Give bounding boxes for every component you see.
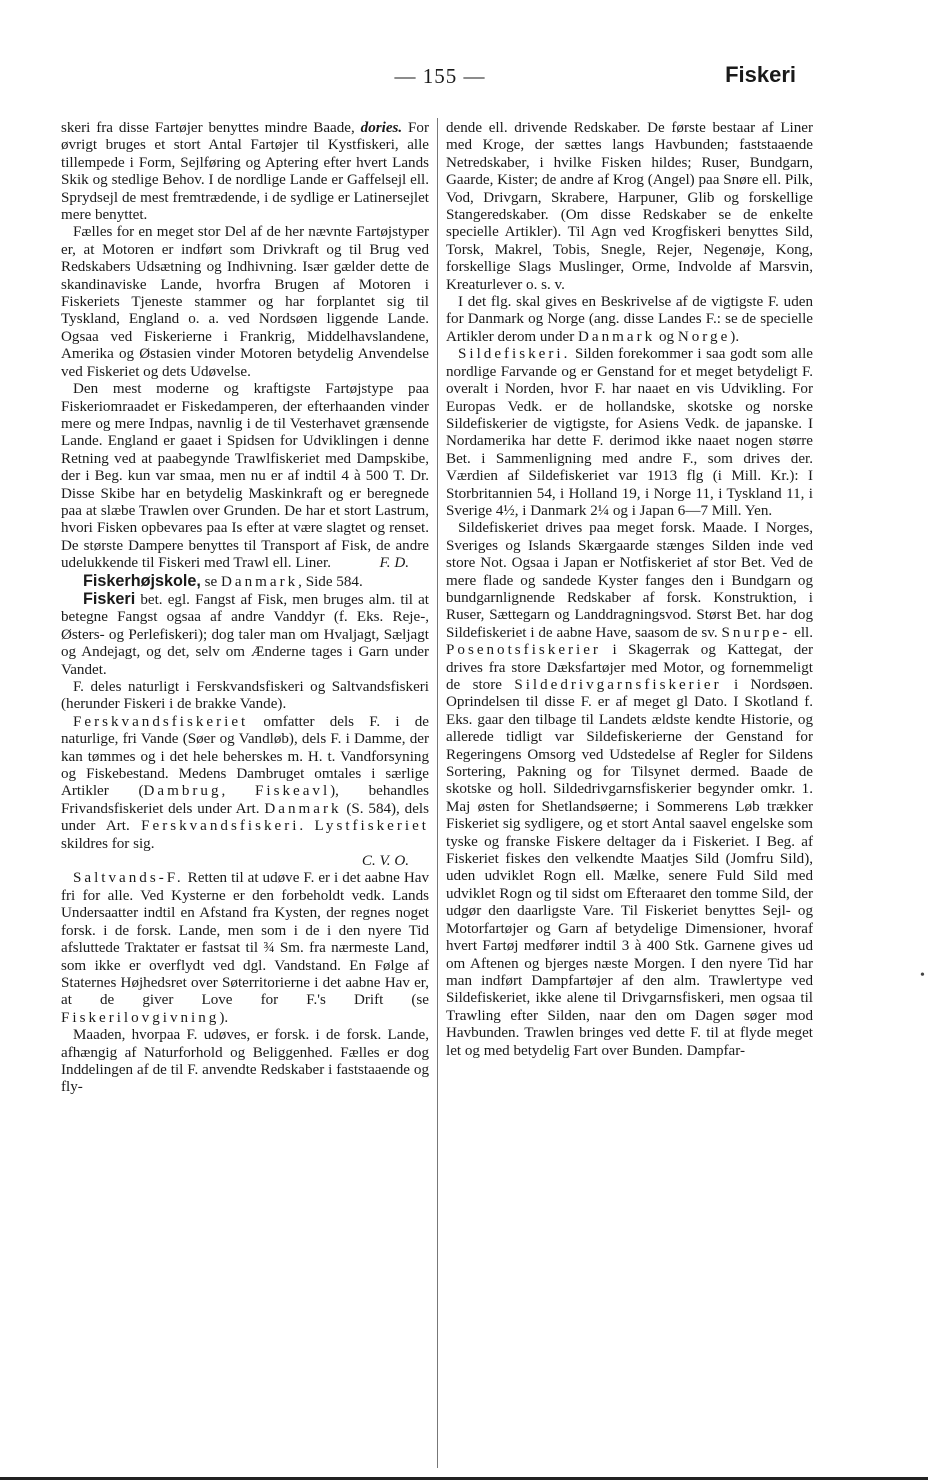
text-run: skildres for sig. — [61, 835, 155, 852]
entry-fiskerhojskole — [61, 573, 429, 591]
entry-lemma: Fiskeri — [83, 589, 136, 608]
text-run: . — [299, 818, 315, 835]
right-column — [446, 120, 813, 1060]
margin-mark: • — [920, 968, 925, 983]
text-run: (S. 584), dels under Art. — [61, 800, 429, 835]
text-run: ell. — [790, 624, 813, 641]
paragraph: dende ell. drivende Redskaber. De første bestaar af Liner med Kroge, der sættes langs Havbunden; faststaaende Netredskaber, i hvilke Fisken hildes; Ruser, Bundgarn, Gaarde, Kister; de andre af Krog (Angel) paa Snøre ell. Pilk, Vod, Drivgarn, Skrabere, Harpuner, Glib og forskellige Stangeredskaber. (Om disse Redskaber se de enkelte specielle Artikler). Til Agn ved Krogfiskeri benyttes Sild, Torsk, Makrel, Tobis, Snegle, Rejer, Negenøje, Kong, forskellige Slags Muslinger, Orme, Indvolde af Marsvin, Kreaturlever o. s. v. — [446, 120, 813, 293]
paragraph — [61, 381, 429, 572]
paragraph: Fælles for en meget stor Del af de her nævnte Fartøjstyper er, at Motoren er indført som Drivkraft og til Brug ved Redskabers Udsætning og Indhivning. Især gælder dette de skandinaviske Lande, hvorfra Brugen af Motoren i Fiskeriets Tjeneste stammer og har forplantet sig til Tyskland, England o. a. ved Nordsøen liggende Lande. Ogsaa ved Fiskerierne i Frankrig, Middelhavslandene, Amerika og Østasien vinder Motoren betydelig Anvendelse ved Fiskeriet og dets Udøvelse. — [61, 224, 429, 380]
author-signature: C. V. O. — [361, 853, 409, 870]
text-run: omfatter dels F. i de naturlige, fri Vande (Søer og Vandløb), dels F. i Damme, der kan tømmes og i det hele beherskes m. H. t. Vandforsyning og Fiskebestand. Medens Dambruget omtales i særlige Artikler ( — [61, 713, 429, 800]
cross-reference: Ferskvandsfiskeri — [141, 818, 300, 835]
cross-reference: Danmark — [264, 800, 342, 817]
spaced-term: Ferskvandsfiskeriet — [73, 713, 249, 730]
scan-bottom-edge — [0, 1477, 928, 1480]
spaced-term: Posenotsfiskerier — [446, 642, 601, 659]
cross-reference: Norge — [677, 328, 731, 345]
text-run: Silden forekommer i saa godt som alle nordlige Farvande og er Genstand for et meget betydeligt F. overalt i Norden, hvor F. har naaet en vis Udvikling. For Europas Vedk. er de hollandske, skotske og norske Sildefiskerier de vigtigste, for Asiens Vedk. de japanske. I Nordamerika har dette F. derimod ikke naaet nogen større Bet. i Sammenligning med andre F., som drives der. Værdien af Sildefiskeriet var 1913 flg (i Mill. Kr.): I Storbritannien 54, i Holland 19, i Norge 11, i Tyskland 11, i Sverige 4½, i Danmark 2¼ og i Japan 6—7 Mill. Yen. — [446, 346, 813, 519]
text-run: For øvrigt bruges et stort Antal Fartøjer til Kystfiskeri, alle tillempede i Form, Sejlføring og Aptering efter hvert Lands Skik og stedlige Behov. I de nordlige Lande er Gaffelsejl ell. Sprydsejl de mest fremtrædende, i de sydlige er Latinersejlet mere benyttet. — [61, 120, 430, 224]
cross-reference: Danmark — [220, 573, 299, 590]
text-run: i Nordsøen. Oprindelsen til disse F. er af meget gl Dato. I Skotland f. Eks. gaar den tilbage til Landets ældste kendte Historie, og allerede tidligt var Sildefiskerierne der Genstand for Regeringens Omsorg ved Udstedelse af Regler for Sildens Sortering, Pakning og for Tilsynet dermed. Baade de skotske og holl. Sildedrivgarnsfiskerier begynder omkr. 1. Maj østen for Shetlandsøerne; i Sommerens Løb trækker Fiskeriet sig sydligere, og et stort Antal saavel engelske som tyske og franske Fiskere deltager da i Fiskeriet. I Beg. af Fiskeriet fiskes den velkendte Maatjes Sild (Jomfru Sild), uden udviklet Rogn ell. Mælke, senere Fuld Sild med udviklet Rogn og til sidst om Efteraaret den tomme Sild, der udgør den daarligste Vare. Til Fiskeriet benyttes Sejl- og Motorfartøjer og Garn af betydelige Dimensioner, hvoraf hvert Fartøj medfører indtil 3 à 400 Stk. Garnene gives ud om Aftenen og bjerges næste Morgen. I den nyere Tid har man indført Dampfartøjer af den alm. Trawlertype ved Sildefiskeriet, ikke alene til Drivgarnsfiskeri, men ogsaa til Trawling efter Silden, naar den om Dagen søger mod Havbunden. Trawlen bringes ved dette F. til at flyde meget let og med betydelig Fart over Bunden. Dampfar- — [446, 677, 814, 1059]
text-run: Retten til at udøve F. er i det aabne Hav fri for alle. Ved Kysterne er den forbeholdt vedk. Lands Undersaatter indtil en Afstand fra Kysten, der regnes noget forsk. i de forsk. Lande, men som i de i den nyere Tid afsluttede Traktater er fastsat til ¾ Sm. fra nærmeste Land, som ikke er overflydt ved dgl. Vandstand. En Følge af Staternes Højhedsret over Søterritorierne i det aabne Hav er, at de giver Love for F.'s Drift (se — [61, 870, 429, 1009]
text-run: i Skagerrak og Kattegat, der drives fra store Dæksfartøjer med Motor, og fornemmeligt de store — [446, 642, 813, 693]
text-run: bet. egl. Fangst af Fisk, men bruges alm. til at betegne Fangst ogsaa af andre Vanddyr (f. Eks. Reje-, Østers- og Perlefiskeri); dog taler man om Hvaljagt, Sæljagt og Andejagt, og det, selv om Ænderne tages i Garn under Vandet. — [61, 591, 429, 678]
spaced-term: Saltvands-F. — [73, 870, 184, 887]
paragraph: F. deles naturligt i Ferskvandsfiskeri og Saltvandsfiskeri (herunder Fiskeri i de brakke Vande). — [61, 679, 429, 713]
text-run: og — [655, 328, 678, 345]
paragraph — [446, 294, 813, 346]
running-head: Fiskeri — [725, 62, 796, 87]
column-divider — [437, 118, 438, 1468]
text-run: , Side 584. — [298, 573, 363, 590]
entry-lemma: Fiskerhøjskole, — [83, 571, 201, 590]
spaced-term: Lystfiskeriet — [314, 818, 429, 835]
text-run: I det flg. skal gives en Beskrivelse af de vigtigste F. uden for Danmark og Norge (ang. disse Landes F.: se de specielle Artikler derom under — [446, 294, 813, 345]
paragraph — [61, 120, 429, 224]
page-number: — 155 — — [394, 64, 486, 88]
paragraph — [61, 870, 429, 1027]
cross-reference: Dambrug — [143, 783, 222, 800]
paragraph — [446, 346, 813, 520]
left-column — [61, 120, 429, 1097]
cross-reference: Fiskerilovgivning — [61, 1009, 220, 1026]
paragraph — [446, 520, 813, 1060]
text-run: se — [200, 573, 221, 590]
text-run: Sildefiskeriet drives paa meget forsk. Maade. I Norges, Sveriges og Islands Skærgaarde stænges Silden inde ved store Not. Ogsaa i Japan er Notfiskeriet af stor Bet. Ved de mere flade og sandede Kyster fanges den i Bundgarn og bundgarnlignende Redskaber af forsk. Konstruktion, i Ruser, Sættegarn og Landdragningsvod. Størst Bet. har dog Sildefiskeriet i de aabne Have, saasom de sv. — [446, 520, 813, 641]
entry-fiskeri — [61, 591, 429, 679]
paragraph — [61, 714, 429, 871]
text-run: Den mest moderne og kraftigste Fartøjstype paa Fiskeriomraadet er Fiskedamperen, der efterhaanden vinder mere og mere Indpas, navnlig i de til Vesterhavet grænsende Lande. England er gaaet i Spidsen for Udviklingen i denne Retning ved at paabegynde Trawlfiskeriet med Dampskibe, der i Beg. kun var smaa, men nu er af indtil 4 à 500 T. Dr. Disse Skibe har en betydelig Maskinkraft og er beregnede paa at slæbe Trawlen over Grunden. De har et stort Lastrum, hvori Fisken opbevares paa Is efter at være slagtet og renset. De største Dampere benyttes til Transport af Fisk, de andre udelukkende til Fiskeri med Trawl ell. Liner. — [61, 381, 429, 572]
author-signature: F. D. — [379, 555, 409, 572]
text-run: ). — [219, 1009, 229, 1026]
spaced-term: Sildefiskeri. — [458, 346, 571, 363]
spaced-term: Sildedrivgarnsfiskerier — [514, 677, 722, 693]
italic-term: dories. — [360, 120, 403, 136]
cross-reference: Danmark — [578, 328, 656, 345]
paragraph: Maaden, hvorpaa F. udøves, er forsk. i de forsk. Lande, afhængig af Naturforhold og Beliggenhed. Fælles er dog Inddelingen af de til F. anvendte Redskaber i faststaaende og fly- — [61, 1027, 429, 1096]
text-run: , — [221, 783, 255, 800]
text-run: skeri fra disse Fartøjer benyttes mindre Baade, — [61, 120, 361, 136]
text-run: ). — [730, 328, 740, 345]
cross-reference: Fiskeavl — [254, 783, 331, 800]
spaced-term: Snurpe- — [721, 624, 791, 641]
text-run: ), behandles Frivandsfiskeriet dels under Art. — [61, 783, 429, 817]
